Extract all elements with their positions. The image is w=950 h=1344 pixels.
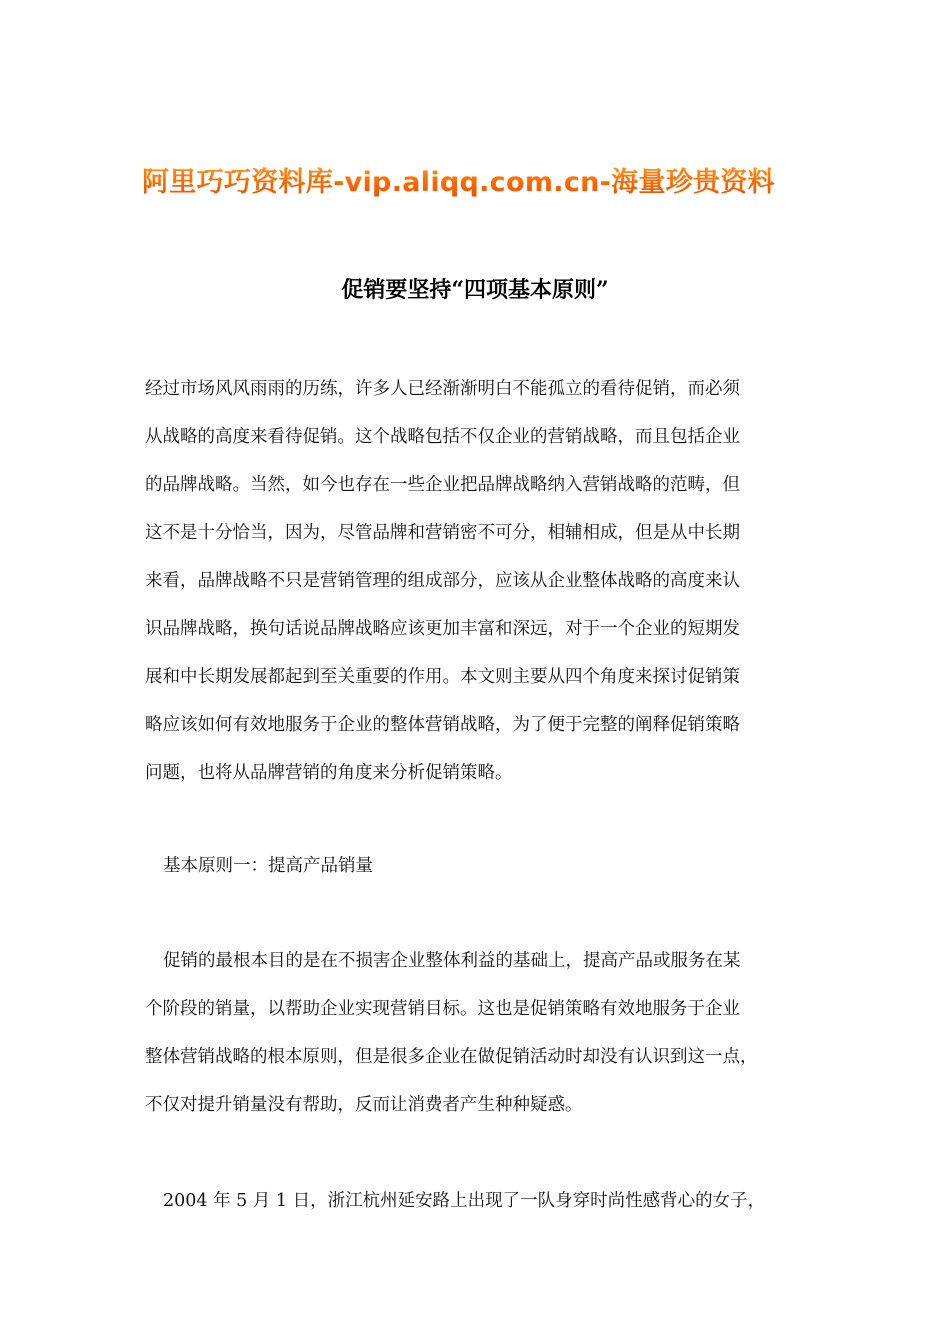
text-line: 促销的最根本目的是在不损害企业整体利益的基础上，提高产品或服务在某 [163,951,741,971]
text-line: 的品牌战略。当然，如今也存在一些企业把品牌战略纳入营销战略的范畴，但 [145,475,740,495]
text-line: 问题，也将从品牌营销的角度来分析促销策略。 [145,763,513,783]
intro-paragraph [145,365,815,797]
text-line: 这不是十分恰当，因为，尽管品牌和营销密不可分，相辅相成，但是从中长期 [145,523,740,543]
text-line: 2004 年 5 月 1 日，浙江杭州延安路上出现了一队身穿时尚性感背心的女子， [163,1191,766,1211]
text-line: 不仅对提升销量没有帮助，反而让消费者产生种种疑惑。 [145,1095,583,1115]
text-line: 来看，品牌战略不只是营销管理的组成部分，应该从企业整体战略的高度来认 [145,571,740,591]
principle1-paragraph [145,937,815,1129]
text-line: 略应该如何有效地服务于企业的整体营销战略，为了便于完整的阐释促销策略 [145,715,740,735]
text-line: 从战略的高度来看待促销。这个战略包括不仅企业的营销战略，而且包括企业 [145,427,740,447]
page-title: 促销要坚持“四项基本原则” [341,277,609,303]
text-line: 展和中长期发展都起到至关重要的作用。本文则主要从四个角度来探讨促销策 [145,667,740,687]
text-line: 识品牌战略，换句话说品牌战略应该更加丰富和深远，对于一个企业的短期发 [145,619,740,639]
text-line: 整体营销战略的根本原则，但是很多企业在做促销活动时却没有认识到这一点， [145,1047,758,1067]
example-paragraph [145,1177,815,1225]
watermark-banner: 阿里巧巧资料库-vip.aliqq.com.cn-海量珍贵资料 [142,163,802,203]
text-line: 个阶段的销量，以帮助企业实现营销目标。这也是促销策略有效地服务于企业 [145,999,740,1019]
section-heading [145,842,815,890]
section-heading-text: 基本原则一：提高产品销量 [163,856,373,876]
text-line: 经过市场风风雨雨的历练，许多人已经渐渐明白不能孤立的看待促销，而必须 [145,379,740,399]
